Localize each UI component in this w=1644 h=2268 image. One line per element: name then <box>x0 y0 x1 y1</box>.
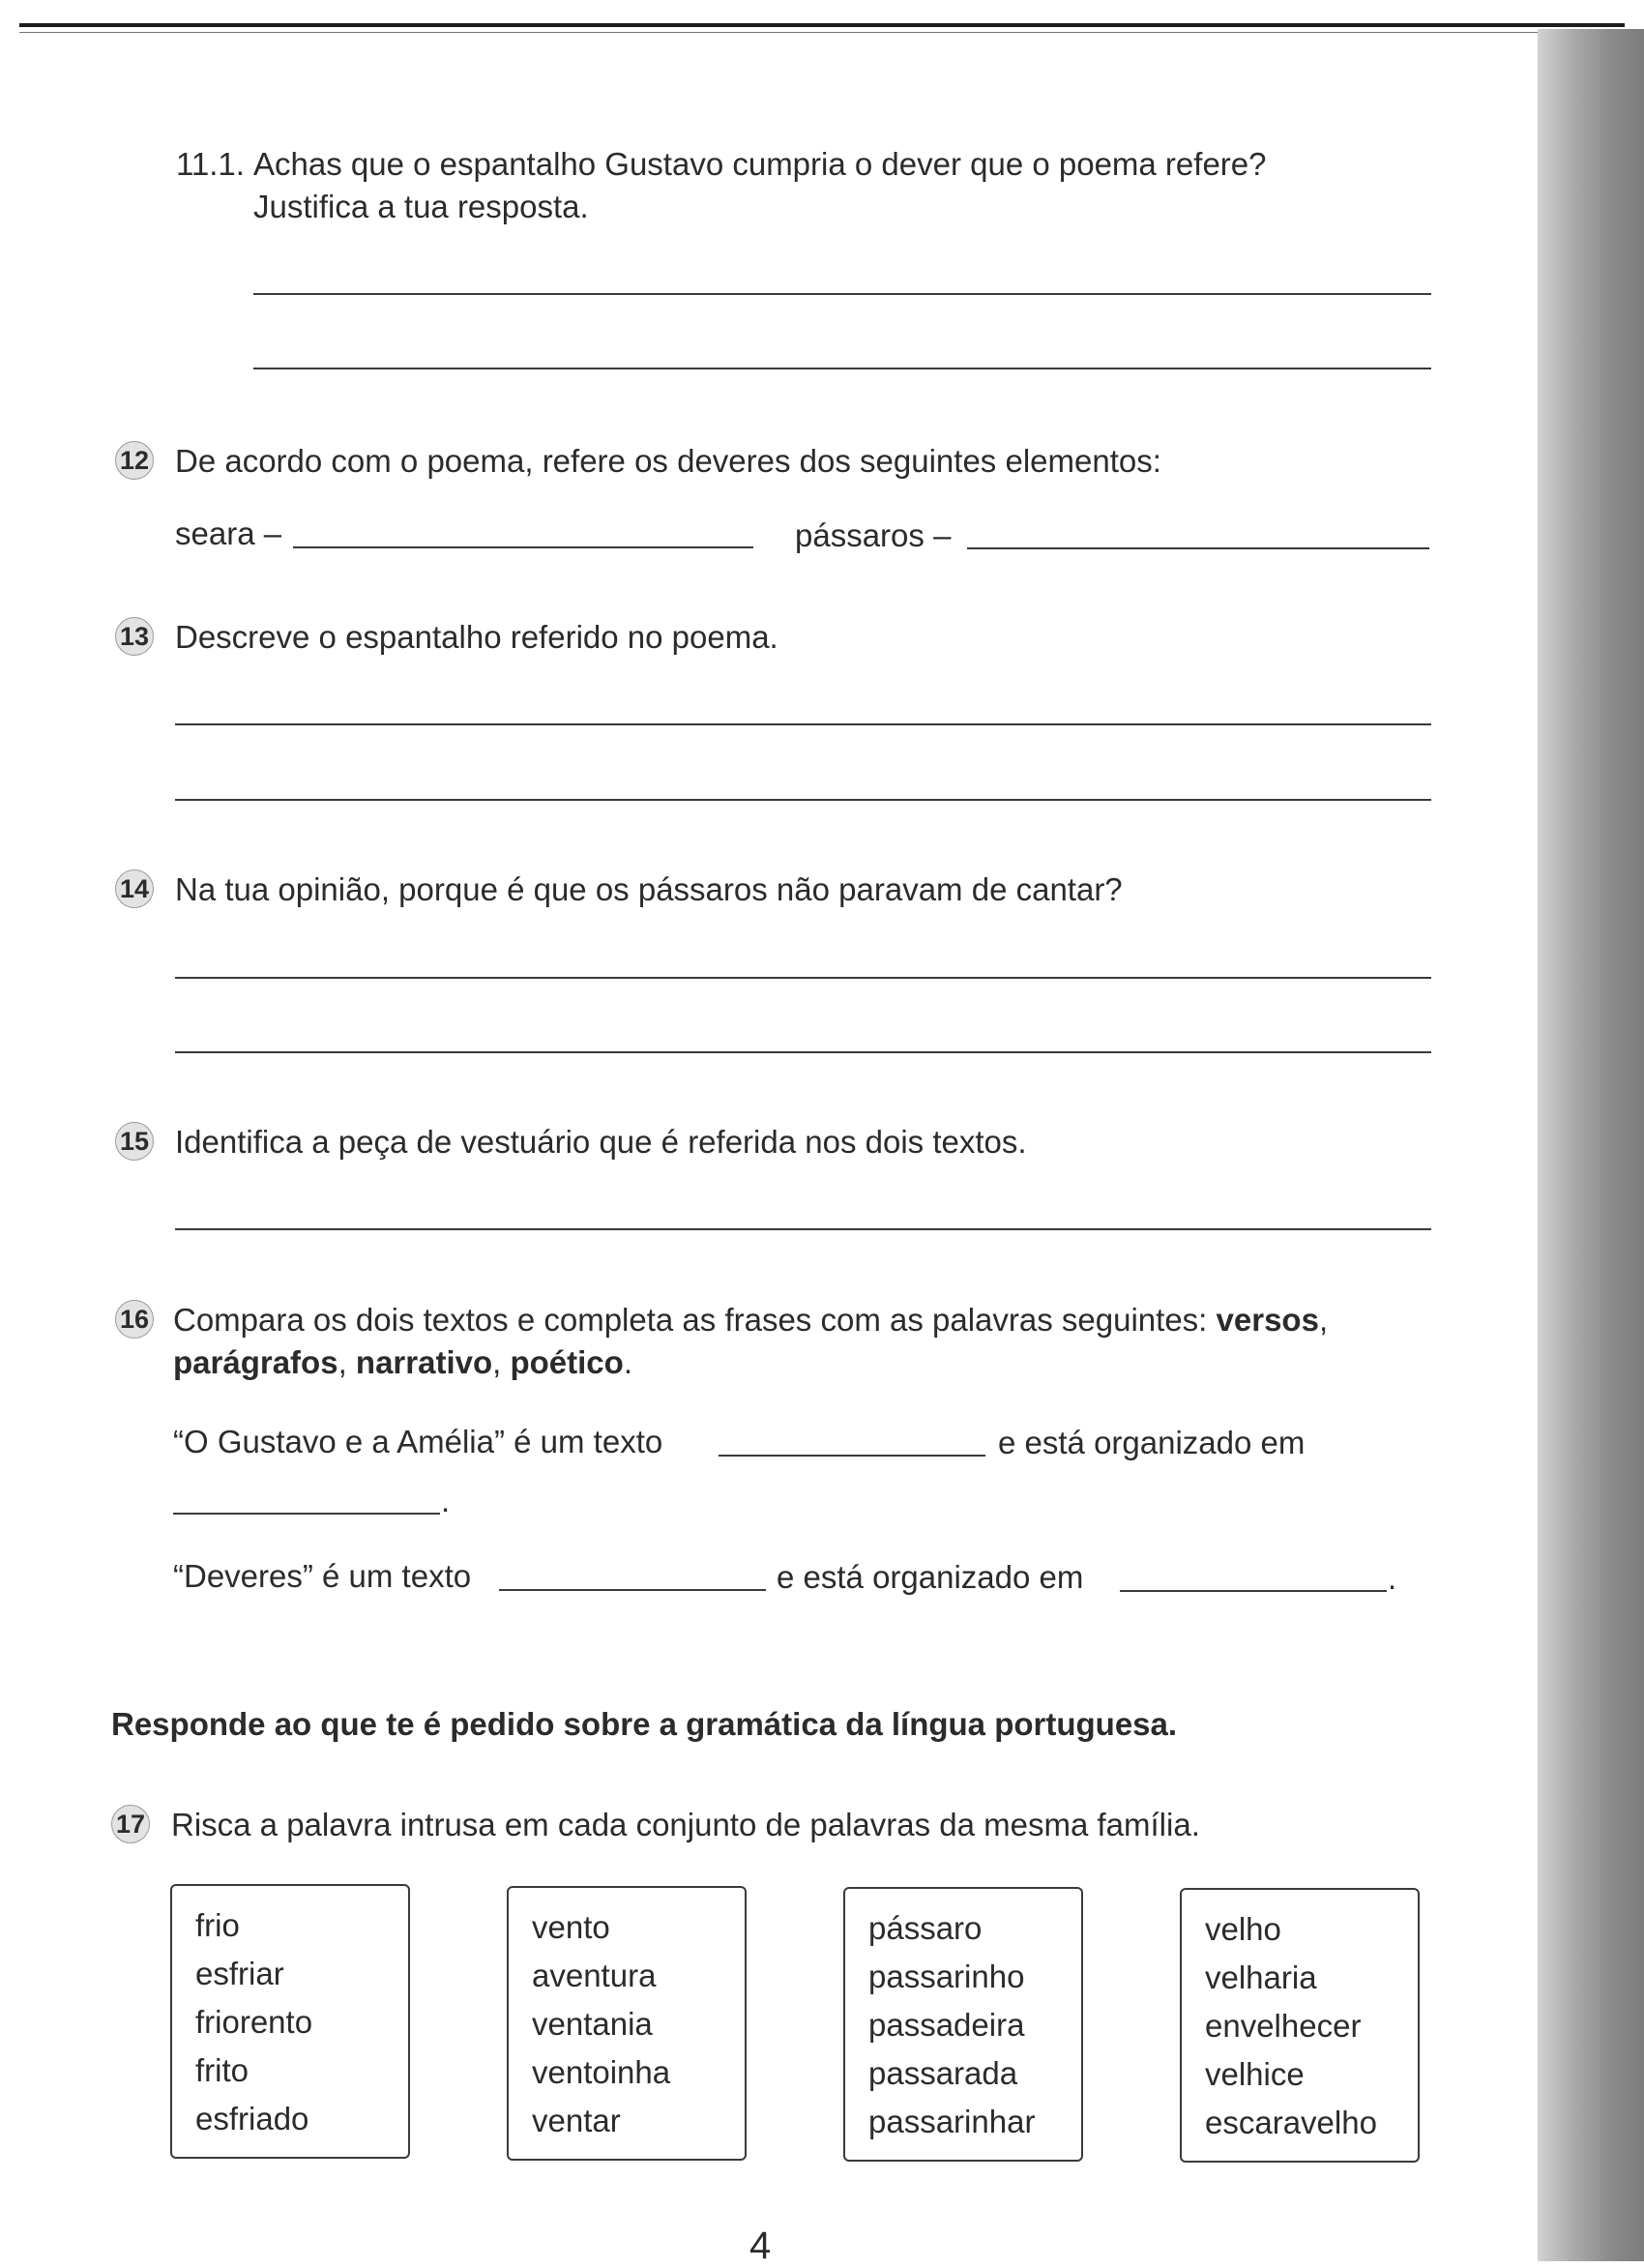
q16-sentence2-period: . <box>1388 1560 1397 1596</box>
page-number: 4 <box>749 2224 772 2267</box>
q13-answer-line-1[interactable] <box>175 723 1431 725</box>
q11-1-text-line1: Achas que o espantalho Gustavo cumpria o dever que o poema refere? <box>253 146 1267 182</box>
word-option[interactable]: esfriar <box>195 1956 284 1991</box>
q16-word-paragrafos: parágrafos <box>173 1344 338 1380</box>
q12-number-badge: 12 <box>115 441 154 480</box>
top-rule <box>19 23 1625 27</box>
word-option[interactable]: ventoinha <box>532 2054 671 2090</box>
q13-number-badge: 13 <box>115 617 154 656</box>
q16-sentence2-part1: “Deveres” é um texto <box>173 1558 472 1594</box>
q15-text: Identifica a peça de vestuário que é referida nos dois textos. <box>175 1124 1027 1160</box>
word-option[interactable]: escaravelho <box>1205 2105 1377 2140</box>
word-option[interactable]: vento <box>532 1909 610 1945</box>
q12-passaros-answer-line[interactable] <box>967 547 1429 549</box>
q13-text: Descreve o espantalho referido no poema. <box>175 619 778 655</box>
q11-1-number: 11.1. <box>176 146 245 182</box>
q16-number-badge: 16 <box>115 1300 154 1339</box>
word-option[interactable]: pássaro <box>868 1910 983 1946</box>
q15-number-badge: 15 <box>115 1122 154 1161</box>
q16-intro: Compara os dois textos e completa as frases com as palavras seguintes: <box>173 1302 1208 1338</box>
q11-1-answer-line-2[interactable] <box>253 368 1431 369</box>
q12-label-seara: seara – <box>175 515 282 551</box>
q16-sentence1-part2: e está organizado em <box>998 1425 1306 1460</box>
word-family-box-passaro <box>843 1887 1083 2162</box>
q16-sentence2-blank2[interactable] <box>1120 1590 1387 1592</box>
word-family-box-vento <box>507 1886 747 2161</box>
q12-label-passaros: pássaros – <box>795 517 952 553</box>
word-family-box-velho <box>1180 1888 1420 2163</box>
book-spine-shadow <box>1538 29 1644 2261</box>
word-option[interactable]: aventura <box>532 1958 657 1993</box>
q16-word-versos: versos <box>1216 1302 1319 1338</box>
word-option[interactable]: friorento <box>195 2004 313 2040</box>
q14-text: Na tua opinião, porque é que os pássaros não paravam de cantar? <box>175 871 1123 907</box>
q14-answer-line-1[interactable] <box>175 977 1431 979</box>
word-option[interactable]: ventania <box>532 2006 653 2042</box>
word-option[interactable]: velho <box>1205 1911 1281 1947</box>
q13-answer-line-2[interactable] <box>175 799 1431 801</box>
q12-seara-answer-line[interactable] <box>293 546 753 548</box>
q16-sentence1-blank2[interactable] <box>173 1513 440 1515</box>
word-option[interactable]: passarada <box>868 2055 1018 2091</box>
q16-intro-line: Compara os dois textos e completa as frases com as palavras seguintes: versos, <box>173 1302 1329 1338</box>
q16-word-list-line: parágrafos, narrativo, poético. <box>173 1344 632 1380</box>
word-option[interactable]: frito <box>195 2052 250 2088</box>
q16-sentence2-blank1[interactable] <box>499 1589 766 1591</box>
top-rule-thin <box>19 32 1615 33</box>
word-option[interactable]: envelhecer <box>1205 2008 1362 2044</box>
q17-number-badge: 17 <box>111 1805 150 1843</box>
word-option[interactable]: velhice <box>1205 2056 1305 2092</box>
q14-number-badge: 14 <box>115 869 154 908</box>
word-family-box-frio <box>170 1884 410 2159</box>
q15-answer-line[interactable] <box>175 1228 1431 1230</box>
word-option[interactable]: velharia <box>1205 1959 1317 1995</box>
q11-1-text-line2: Justifica a tua resposta. <box>253 189 589 224</box>
q16-sentence1-period: . <box>441 1483 451 1518</box>
word-option[interactable]: passadeira <box>868 2007 1025 2043</box>
q12-text: De acordo com o poema, refere os deveres dos seguintes elementos: <box>175 443 1161 479</box>
q16-word-poetico: poético <box>510 1344 624 1380</box>
word-option[interactable]: ventar <box>532 2103 621 2138</box>
word-option[interactable]: esfriado <box>195 2101 309 2136</box>
q11-1-answer-line-1[interactable] <box>253 293 1431 295</box>
q14-answer-line-2[interactable] <box>175 1051 1431 1053</box>
q16-word-narrativo: narrativo <box>355 1344 493 1380</box>
q16-sentence1-blank1[interactable] <box>719 1455 985 1457</box>
q17-text: Risca a palavra intrusa em cada conjunto de palavras da mesma família. <box>171 1807 1200 1842</box>
word-option[interactable]: passarinho <box>868 1959 1025 1994</box>
grammar-section-heading: Responde ao que te é pedido sobre a gramática da língua portuguesa. <box>111 1706 1178 1742</box>
q16-sentence2-part2: e está organizado em <box>777 1559 1084 1595</box>
word-option[interactable]: passarinhar <box>868 2104 1036 2139</box>
q16-sentence1-part1: “O Gustavo e a Amélia” é um texto <box>173 1424 663 1459</box>
word-option[interactable]: frio <box>195 1907 240 1943</box>
